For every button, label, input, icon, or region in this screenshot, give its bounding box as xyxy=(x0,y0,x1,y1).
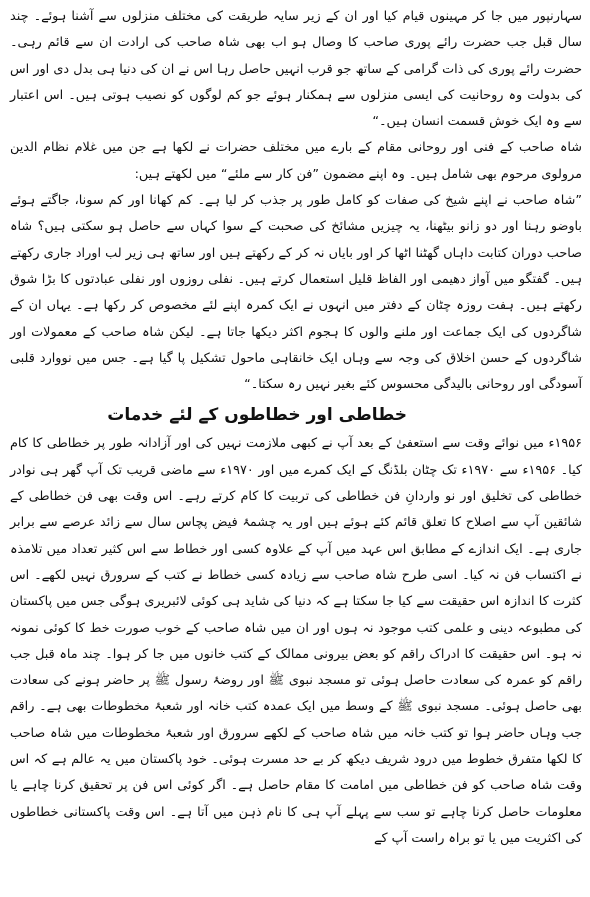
intro-paragraph-2: شاہ صاحب کے فنی اور روحانی مقام کے بارے میں مختلف حضرات نے لکھا ہے جن میں غلام نظام الدین مرولوی مرحوم بھی شامل ہیں۔ وہ اپنے مضمون ”فن کار سے ملئے“ میں لکھتے ہیں: xyxy=(10,140,582,182)
quote-paragraph: ”شاہ صاحب نے اپنے شیخ کی صفات کو کامل طور پر جذب کر لیا ہے۔ کم کھانا اور کم سونا، جاگتے ہوئے باوضو رہنا اور دو زانو بیٹھنا، یہ چیزیں مشائخ کی صحبت کے سوا کہاں سے حاصل ہو سکتی ہیں؟ شاہ صاحب دوران کتابت داہاں گھٹنا اٹھا کر اور بایاں نہ کر کے رکھتے ہیں اور ساتھ ہی زیر لب اوراد جاری رکھتے ہیں۔ گفتگو میں آواز دھیمی اور الفاظ قلیل استعمال کرتے ہیں۔ نفلی روزوں اور نفلی عبادتوں کا بڑا شوق رکھتے ہیں۔ ہفت روزہ چٹان کے دفتر میں انہوں نے ایک کمرہ اپنے لئے مخصوص کر رکھا ہے۔ یہاں ان کے شاگردوں کی ایک جماعت اور ملنے والوں کا ہجوم اکثر دیکھا جاتا ہے۔ لیکن شاہ صاحب کے معمولات اور شاگردوں کے حسن اخلاق کی وجہ سے وہاں ایک خانقاہی ماحول تشکیل پا گیا ہے۔ جس میں نووارد قلبی آسودگی اور روحانی بالیدگی محسوس کئے بغیر نہیں رہ سکتا۔“ xyxy=(10,193,582,393)
intro-paragraph: سہارنپور میں جا کر مہینوں قیام کیا اور ان کے زیر سایہ طریقت کی مختلف منزلوں سے آشنا ہوئے۔ چند سال قبل جب حضرت رائے پوری صاحب کا وصال ہو اب بھی شاہ صاحب کی ارادت ان سے قائم رہی۔ حضرت رائے پوری کی ذات گرامی کے ساتھ جو قرب انہیں حاصل رہا اس نے ان کی دنیا ہی بدل دی اور اس کی بدولت وہ روحانیت کی ایسی منزلوں سے ہمکنار ہوئے جو کم لوگوں کو نصیب ہوتی ہیں۔ اس اعتبار سے وہ ایک خوش قسمت انسان ہیں۔“ xyxy=(10,9,582,130)
body-paragraph: ۱۹۵۶ء میں نوائے وقت سے استعفیٰ کے بعد آپ نے کبھی ملازمت نہیں کی اور آزادانہ طور پر خطاطی کا کام کیا۔ ۱۹۵۶ء سے ۱۹۷۰ء تک چٹان بلڈنگ کے ایک کمرے میں اور ۱۹۷۰ء سے ماضی قریب تک آپ گھر ہی نوادر خطاطی کی تخلیق اور نو واردانِ فن خطاطی کی تربیت کا کام کرتے رہے۔ اس وقت بھی فن خطاطی کے شائقین آپ سے اصلاح کا تعلق قائم کئے ہوئے ہیں اور یہ چشمۂ فیض پچاس سال سے زائد عرصے سے برابر جاری ہے۔ ایک اندازے کے مطابق اس عہد میں آپ کے علاوہ کسی اور خطاط سے اس کثیر تعداد میں تلامذہ نے اکتساب فن نہ کیا۔ اسی طرح شاہ صاحب سے زیادہ کسی خطاط نے کتب کے سرورق نہیں لکھے۔ اس کثرت کا اندازہ اس حقیقت سے کیا جا سکتا ہے کہ دنیا کی شاید ہی کوئی لائبریری ہوگی جس میں پاکستان کی مطبوعہ دینی و علمی کتب موجود نہ ہوں اور ان میں شاہ صاحب کے خوب صورت خط کا کوئی نمونہ نہ ہو۔ اس حقیقت کا ادراک راقم کو بعض بیرونی ممالک کے کتب خانوں میں جا کر ہوا۔ چند ماہ قبل جب راقم کو عمرہ کی سعادت حاصل ہوئی تو مسجد نبوی ﷺ اور روضۂ رسول ﷺ پر حاضر ہونے کی سعادت بھی حاصل ہوئی۔ مسجد نبوی ﷺ کے وسط میں ایک عمدہ کتب خانہ اور شعبۂ مخطوطات بھی ہے۔ راقم جب وہاں حاضر ہوا تو کتب خانہ میں شاہ صاحب کے لکھے سرورق اور شعبۂ مخطوطات میں شاہ صاحب کا لکھا متفرق خطوط میں درود شریف دیکھ کر بے حد مسرت ہوئی۔ خود پاکستان میں یہ عالم ہے کہ اس وقت شاہ صاحب کو فن خطاطی میں امامت کا مقام حاصل ہے۔ اگر کوئی اس فن پر تحقیق کرنا چاہے یا معلومات حاصل کرنا چاہے تو سب سے پہلے آپ ہی کا نام ذہن میں آتا ہے۔ اس وقت پاکستانی خطاطوں کی اکثریت میں یا تو براہ راست آپ کے xyxy=(10,436,583,846)
section-heading: خطاطی اور خطاطوں کے لئے خدمات xyxy=(107,405,407,426)
